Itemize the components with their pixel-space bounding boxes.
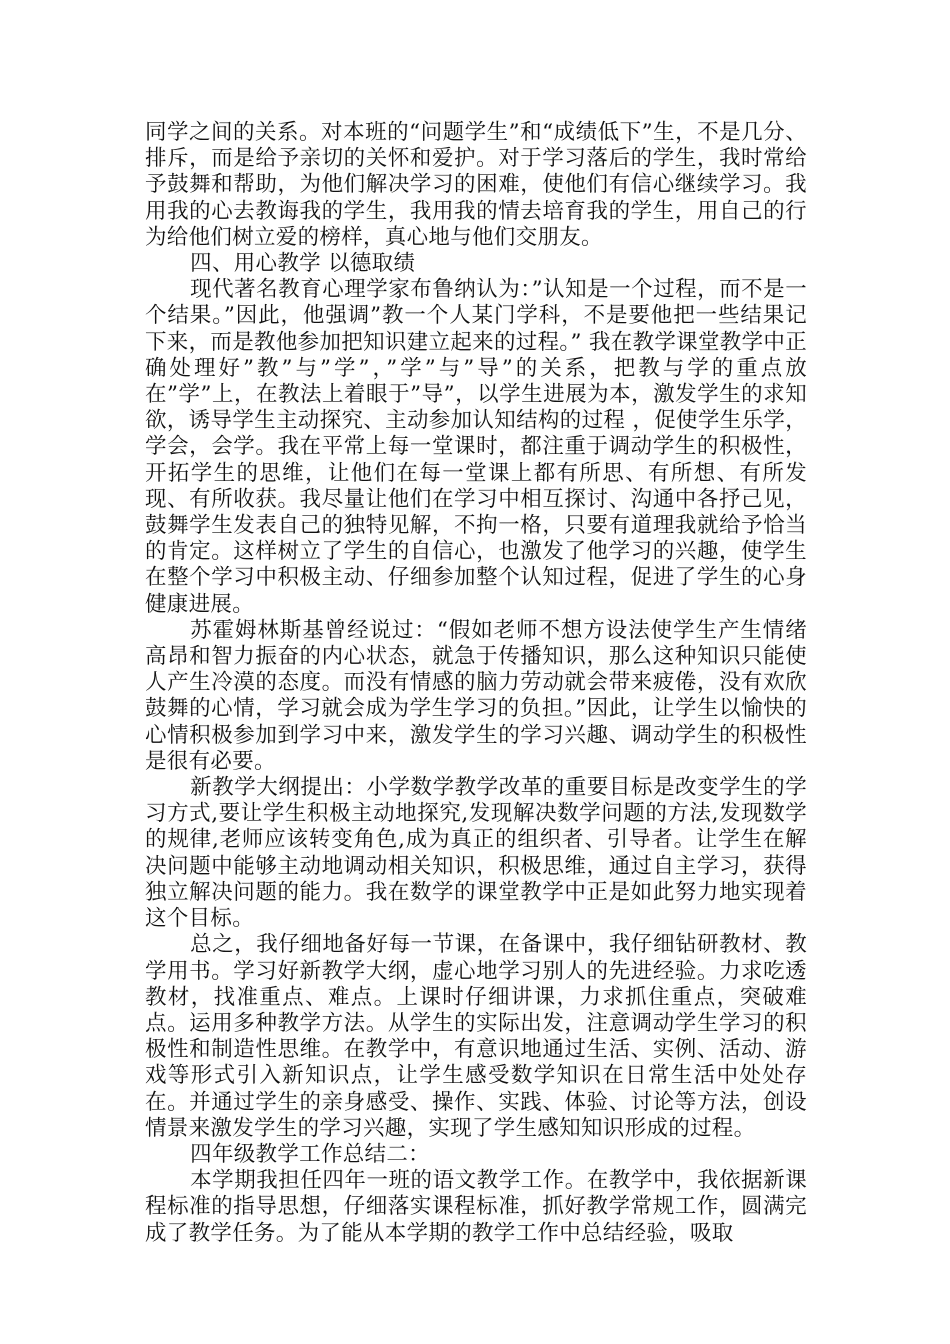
paragraph-sukhomlinsky: 苏霍姆林斯基曾经说过：“假如老师不想方设法使学生产生情绪高昂和智力振奋的内心状态，就急于传播知识，那么这种知识只能使人产生冷漠的态度。而没有情感的脑力劳动就会带来疲倦，没有欢欣鼓舞的心情，学习就会成为学生学习的负担。”因此，让学生以愉快的心情积极参加到学习中来，激发学生的学习兴趣、调动学生的积极性是很有必要。 [145,617,807,774]
paragraph-this-semester: 本学期我担任四年一班的语文教学工作。在教学中，我依据新课程标准的指导思想，仔细落实课程标准，抓好教学常规工作，圆满完成了教学任务。为了能从本学期的教学工作中总结经验，吸取 [145,1168,807,1246]
document-page [145,120,807,1247]
section-heading-teaching: 四、用心教学 以德取绩 [190,251,416,277]
paragraph-new-syllabus: 新教学大纲提出：小学数学教学改革的重要目标是改变学生的学习方式,要让学生积极主动地探究,发现解决数学问题的方法,发现数学的规律,老师应该转变角色,成为真正的组织者、引导者。让学生在解决问题中能够主动地调动相关知识，积极思维，通过自主学习，获得独立解决问题的能力。我在数学的课堂教学中正是如此努力地实现着这个目标。 [145,775,807,932]
paragraph-bruner: 现代著名教育心理学家布鲁纳认为：”认知是一个过程，而不是一个结果。”因此，他强调”教一个人某门学科，不是要他把一些结果记下来，而是教他参加把知识建立起来的过程。” 我在教学课堂教学中正确处理好”教”与”学”，”学”与”导”的关系，把教与学的重点放在”学”上，在教法上着眼于”导”，以学生进展为本，激发学生的求知欲，诱导学生主动探究、主动参加认知结构的过程 ，促使学生乐学，学会，会学。我在平常上每一堂课时，都注重于调动学生的积极性，开拓学生的思维，让他们在每一堂课上都有所思、有所想、有所发现、有所收获。我尽量让他们在学习中相互探讨、沟通中各抒己见，鼓舞学生发表自己的独特见解，不拘一格，只要有道理我就给予恰当的肯定。这样树立了学生的自信心，也激发了他学习的兴趣，使学生在整个学习中积极主动、仔细参加整个认知过程，促进了学生的心身健康进展。 [145,277,807,617]
paragraph-class-relations: 同学之间的关系。对本班的“问题学生”和“成绩低下”生，不是几分、排斥，而是给予亲切的关怀和爱护。对于学习落后的学生，我时常给予鼓舞和帮助，为他们解决学习的困难，使他们有信心继续学习。我用我的心去教诲我的学生，我用我的情去培育我的学生，用自己的行为给他们树立爱的榜样，真心地与他们交朋友。 [145,120,807,250]
section-heading-summary-two: 四年级教学工作总结二： [190,1141,430,1167]
paragraph-summary: 总之，我仔细地备好每一节课，在备课中，我仔细钻研教材、教学用书。学习好新教学大纲，虚心地学习别人的先进经验。力求吃透教材，找准重点、难点。上课时仔细讲课，力求抓住重点，突破难点。运用多种教学方法。从学生的实际出发，注意调动学生学习的积极性和制造性思维。在教学中，有意识地通过生活、实例、活动、游戏等形式引入新知识点，让学生感受数学知识在日常生活中处处存在。并通过学生的亲身感受、操作、实践、体验、讨论等方法，创设情景来激发学生的学习兴趣，实现了学生感知知识形成的过程。 [145,932,807,1141]
